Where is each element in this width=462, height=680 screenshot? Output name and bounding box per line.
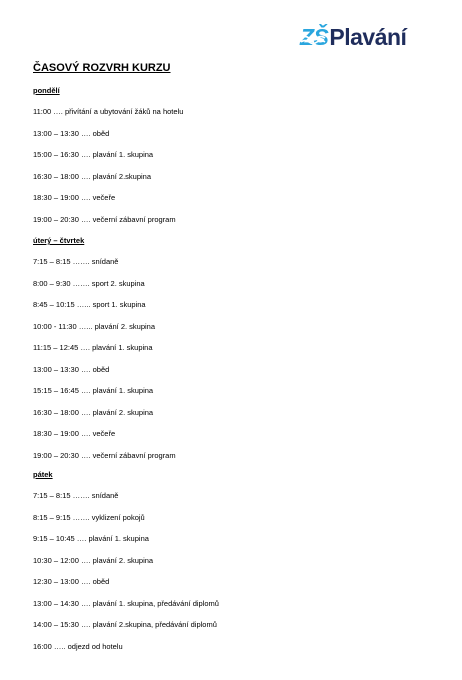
schedule-entry: 16:00 ….. odjezd od hotelu [33, 641, 123, 651]
schedule-entry: 18:30 – 19:00 …. večeře [33, 193, 116, 202]
schedule-entry: 16:30 – 18:00 …. plavání 2. skupina [33, 407, 154, 417]
section-heading: pondělí [33, 86, 60, 95]
schedule-entry: 15:00 – 16:30 …. plavání 1. skupina [33, 150, 154, 159]
schedule-entry: 11:00 …. přivítání a ubytování žáků na hotelu [33, 107, 184, 116]
schedule-entry: 8:00 – 9:30 ……. sport 2. skupina [33, 278, 145, 288]
schedule-entry: 13:00 – 14:30 …. plavání 1. skupina, předávání diplomů [33, 598, 219, 608]
schedule-entry: 11:15 – 12:45 …. plavání 1. skupina [33, 343, 153, 352]
schedule-entry: 19:00 – 20:30 …. večerní zábavní program [33, 450, 176, 460]
schedule-entry: 7:15 – 8:15 ……. snídaně [33, 257, 119, 266]
schedule-entry: 7:15 – 8:15 ……. snídaně [33, 491, 119, 500]
schedule-entry: 15:15 – 16:45 …. plavání 1. skupina [33, 386, 154, 395]
logo-name: Plavání [329, 23, 407, 50]
schedule-entry: 13:00 – 13:30 …. oběd [33, 128, 110, 138]
schedule-entry: 9:15 – 10:45 …. plavání 1. skupina [33, 534, 149, 543]
schedule-entry: 8:15 – 9:15 ……. vyklizení pokojů [33, 512, 145, 522]
schedule-entry: 19:00 – 20:30 …. večerní zábavní program [33, 214, 176, 224]
section-heading: pátek [33, 470, 53, 479]
schedule-entry: 13:00 – 13:30 …. oběd [33, 364, 110, 374]
schedule-entry: 18:30 – 19:00 …. večeře [33, 429, 116, 438]
logo-waves-icon [300, 33, 336, 47]
schedule-entry: 10:00 - 11:30 …... plavání 2. skupina [33, 321, 156, 331]
schedule-entry: 16:30 – 18:00 …. plavání 2.skupina [33, 171, 152, 181]
schedule-entry: 8:45 – 10:15 …... sport 1. skupina [33, 300, 146, 309]
page-title: ČASOVÝ ROZVRH KURZU [33, 62, 171, 74]
logo-prefix: ZŠ [300, 23, 329, 50]
section-heading: úterý – čtvrtek [33, 236, 85, 245]
schedule-entry: 12:30 – 13:00 …. oběd [33, 577, 110, 586]
schedule-entry: 10:30 – 12:00 …. plavání 2. skupina [33, 555, 154, 565]
schedule-entry: 14:00 – 15:30 …. plavání 2.skupina, předávání diplomů [33, 620, 217, 629]
